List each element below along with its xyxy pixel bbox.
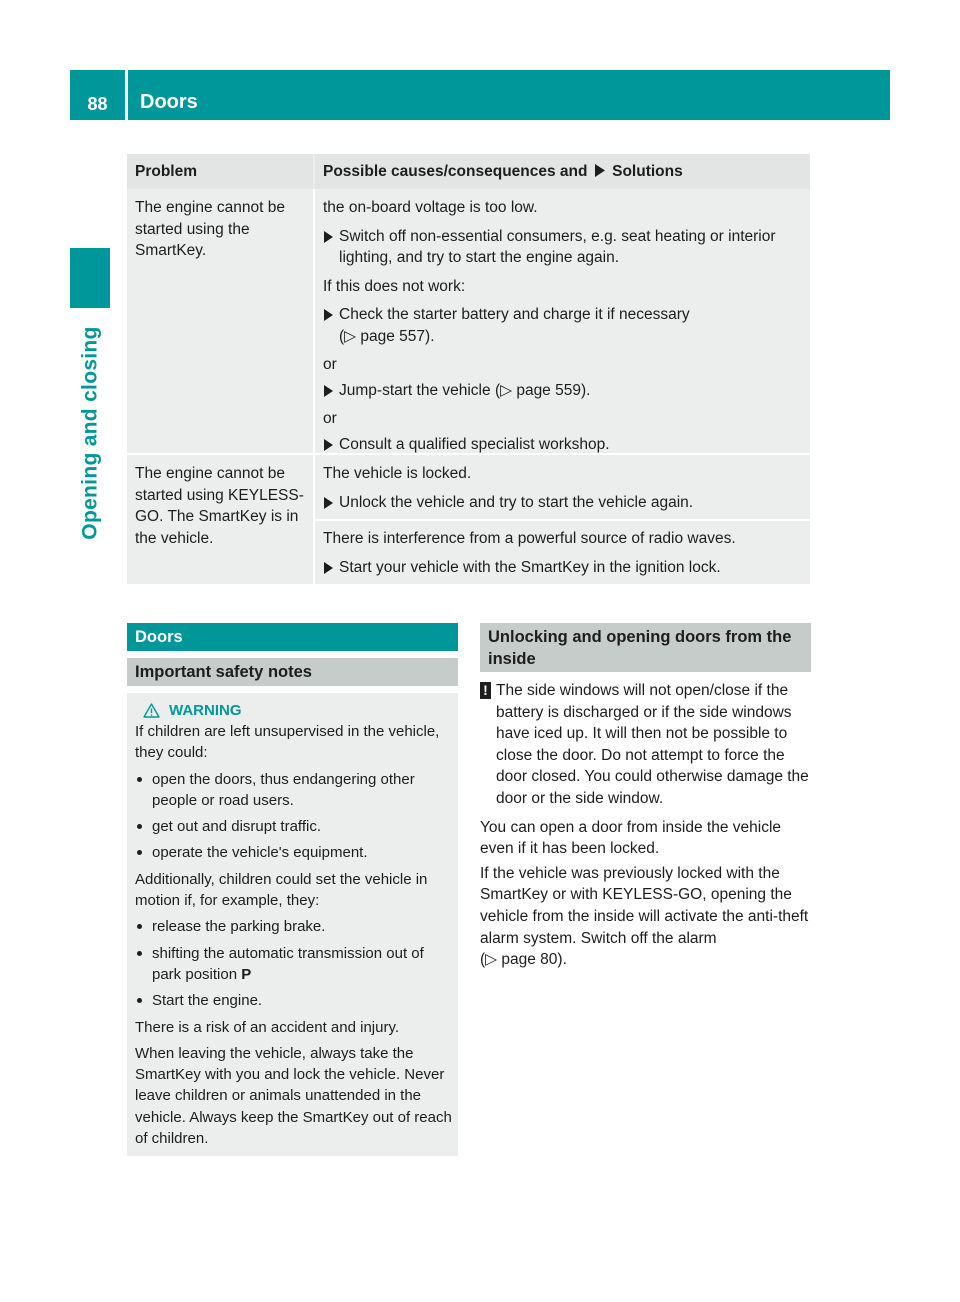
- solution-step: Start your vehicle with the SmartKey in the ignition lock.: [323, 557, 810, 579]
- sidebar-tab: [70, 248, 110, 308]
- bullet-icon: [137, 850, 142, 855]
- or-text: or: [323, 410, 337, 427]
- warning-additional: Additionally, children could set the vehicle in motion if, for example, they:: [135, 870, 428, 910]
- warning-risk: There is a risk of an accident and injury.: [135, 1018, 400, 1036]
- list-item: operate the vehicle's equipment.: [135, 842, 452, 863]
- column-header-solutions: Possible causes/consequences and Solutions: [315, 154, 810, 189]
- sidebar-label: Opening and closing: [78, 326, 102, 540]
- troubleshooting-table: [127, 154, 810, 584]
- warning-header: WARNING: [135, 697, 452, 721]
- subsection-heading-safety: Important safety notes: [127, 658, 458, 686]
- bullet-icon: [137, 998, 142, 1003]
- bullet-icon: [137, 924, 142, 929]
- list-item: shifting the automatic transmission out of park position P: [135, 943, 452, 986]
- column-header-problem: Problem: [127, 154, 313, 189]
- fallback-text: If this does not work:: [323, 277, 466, 295]
- step-arrow-icon: [324, 562, 333, 574]
- step-arrow-icon: [324, 309, 333, 321]
- subsection-heading-unlocking: Unlocking and opening doors from the inside: [480, 623, 811, 672]
- solution-step: Check the starter battery and charge it if necessary (▷ page 557).: [323, 304, 806, 347]
- list-item: release the parking brake.: [135, 916, 452, 937]
- paragraph: If the vehicle was previously locked with the SmartKey or with KEYLESS-GO, opening the vehicle from the inside will activate the anti-theft alarm system. Switch off the alarm (▷ page 80).: [480, 864, 809, 969]
- warning-triangle-icon: [143, 703, 160, 718]
- bullet-icon: [137, 951, 142, 956]
- table-row-solutions: [315, 528, 810, 585]
- solution-step: Jump-start the vehicle (▷ page 559).: [323, 380, 806, 402]
- notice-paragraph: ! The side windows will not open/close if the battery is discharged or if the side windows have iced up. It will then not be possible to close the door. Do not attempt to force the door closed. You could otherwise damage the door or the side window.: [480, 680, 814, 810]
- cause-text: The vehicle is locked.: [323, 465, 472, 482]
- bullet-icon: [137, 824, 142, 829]
- warning-intro: If children are left unsupervised in the vehicle, they could:: [135, 723, 440, 762]
- warning-advice: When leaving the vehicle, always take the SmartKey with you and lock the vehicle. Never leave children or animals unattended in the vehicle. Always keep the SmartKey out of reach of children.: [135, 1044, 452, 1148]
- solution-arrow-icon: [594, 164, 606, 177]
- header-divider: [125, 70, 128, 120]
- exclamation-icon: !: [480, 682, 491, 699]
- step-arrow-icon: [324, 385, 333, 397]
- page-number: 88: [87, 94, 108, 114]
- table-row-solutions: [315, 463, 810, 520]
- section-heading-doors: Doors: [127, 623, 458, 651]
- bullet-icon: [137, 777, 142, 782]
- table-row-solutions: [315, 197, 810, 462]
- unlocking-content: [480, 680, 814, 974]
- cause-text: There is interference from a powerful source of radio waves.: [323, 530, 736, 547]
- step-arrow-icon: [324, 497, 333, 509]
- list-item: get out and disrupt traffic.: [135, 816, 452, 837]
- solution-step: Consult a qualified specialist workshop.: [323, 434, 806, 456]
- list-item: Start the engine.: [135, 990, 452, 1011]
- page-title: Doors: [140, 91, 198, 113]
- paragraph: You can open a door from inside the vehicle even if it has been locked.: [480, 818, 782, 858]
- list-item: open the doors, thus endangering other people or road users.: [135, 769, 452, 812]
- step-arrow-icon: [324, 439, 333, 451]
- solution-step: Unlock the vehicle and try to start the vehicle again.: [323, 492, 810, 514]
- table-row-problem: The engine cannot be started using the SmartKey.: [135, 199, 285, 259]
- page-reference[interactable]: (▷ page 557).: [339, 327, 435, 345]
- cause-text: the on-board voltage is too low.: [323, 199, 538, 216]
- page-reference[interactable]: (▷ page 559).: [494, 381, 591, 399]
- step-arrow-icon: [324, 231, 333, 243]
- warning-box: [127, 693, 458, 1156]
- solution-step: Switch off non-essential consumers, e.g. seat heating or interior lighting, and try to start the engine again.: [323, 226, 806, 269]
- table-row-problem: The engine cannot be started using KEYLESS-GO. The SmartKey is in the vehicle.: [135, 465, 304, 547]
- or-text: or: [323, 356, 337, 373]
- page-reference[interactable]: (▷ page 80).: [480, 951, 567, 969]
